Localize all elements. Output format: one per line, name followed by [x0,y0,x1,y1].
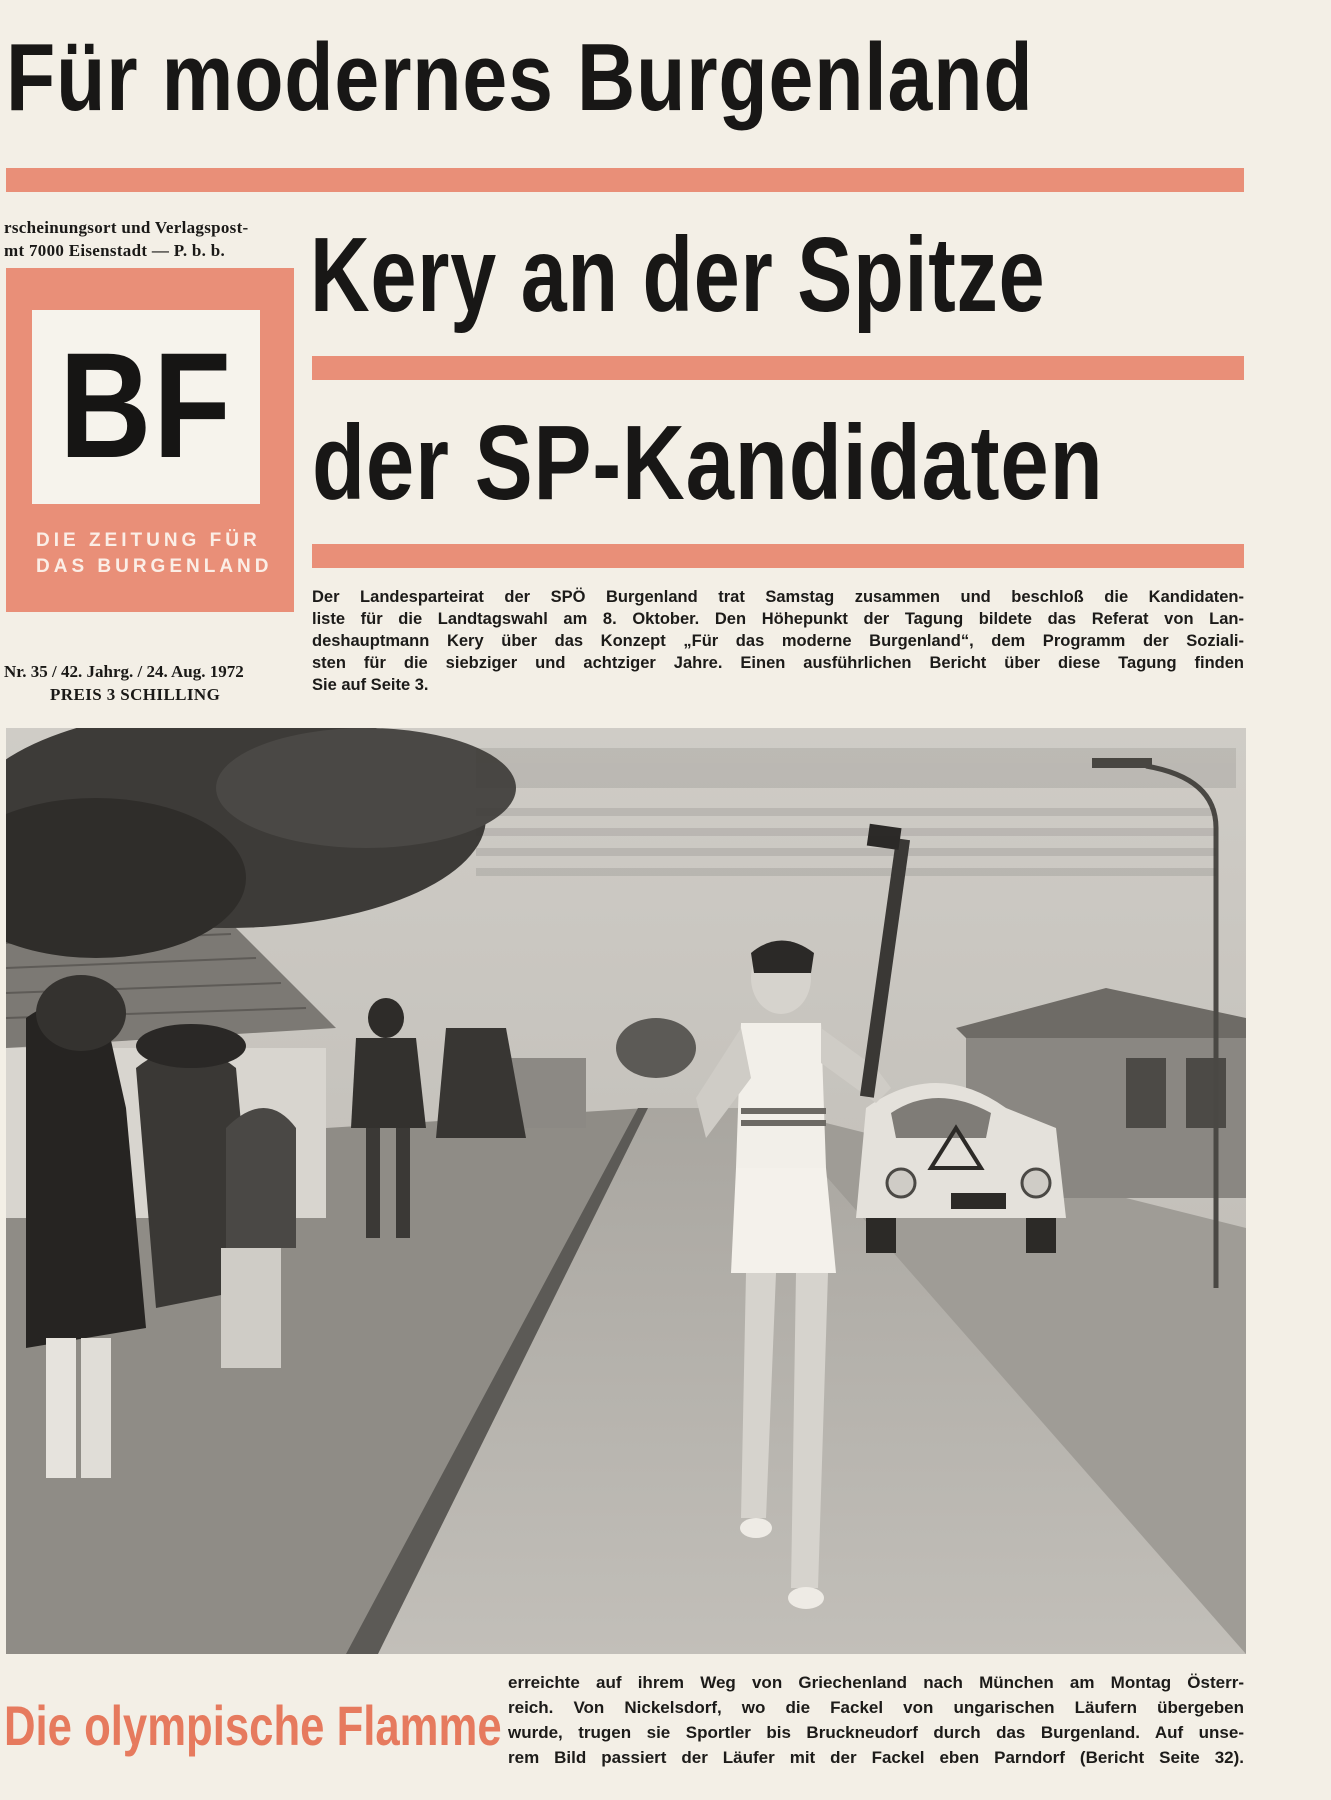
masthead-logo [6,268,294,612]
photo-caption [508,1670,1244,1770]
lead-body [312,586,1244,696]
caption-line: rem Bild passiert der Läufer mit der Fackel eben Parndorf (Bericht Seite 32). [508,1748,1244,1767]
top-headline: Für modernes Burgenland [6,24,1034,131]
postal-line-2: mt 7000 Eisenstadt — P. b. b. [4,241,226,260]
lead-headline-1: Kery an der Spitze [310,216,1046,334]
logo-white-box [32,310,260,504]
caption-line: erreichte auf ihrem Weg von Griechenland nach München am Montag Österr- [508,1673,1244,1692]
lead-body-line: deshauptmann Kery über das Konzept „Für das moderne Burgenland“, dem Programm der Soziali- [312,632,1244,650]
lead-body-line: Der Landesparteirat der SPÖ Burgenland trat Samstag zusammen und beschloß die Kandidaten- [312,588,1244,606]
lead-body-line: sten für die siebziger und achtziger Jahre. Einen ausführlichen Bericht über diese Tagung finden [312,654,1244,672]
news-photo [6,728,1246,1654]
price-label: PREIS 3 SCHILLING [50,685,221,704]
top-rule [6,168,1244,192]
lead-rule-2 [312,544,1244,568]
logo-text: BF [59,321,233,489]
photo-story-headline: Die olympische Flamme [4,1694,502,1757]
lead-headline-2: der SP-Kandidaten [312,404,1104,522]
caption-line: wurde, trugen sie Sportler bis Bruckneudorf durch das Burgenland. Auf unse- [508,1723,1244,1742]
logo-tagline-1: DIE ZEITUNG FÜR [36,530,261,551]
lead-body-line: liste für die Landtagswahl am 8. Oktober. Den Höhepunkt der Tagung bildete das Referat von Lan- [312,610,1244,628]
logo-tagline-2: DAS BURGENLAND [36,556,273,577]
postal-line-1: rscheinungsort und Verlagspost- [4,218,249,237]
lead-rule-1 [312,356,1244,380]
caption-line: reich. Von Nickelsdorf, wo die Fackel von ungarischen Läufern übergeben [508,1698,1244,1717]
lead-body-line: Sie auf Seite 3. [312,676,429,694]
photo-illustration [6,728,1246,1654]
issue-line: Nr. 35 / 42. Jahrg. / 24. Aug. 1972 [4,662,244,681]
